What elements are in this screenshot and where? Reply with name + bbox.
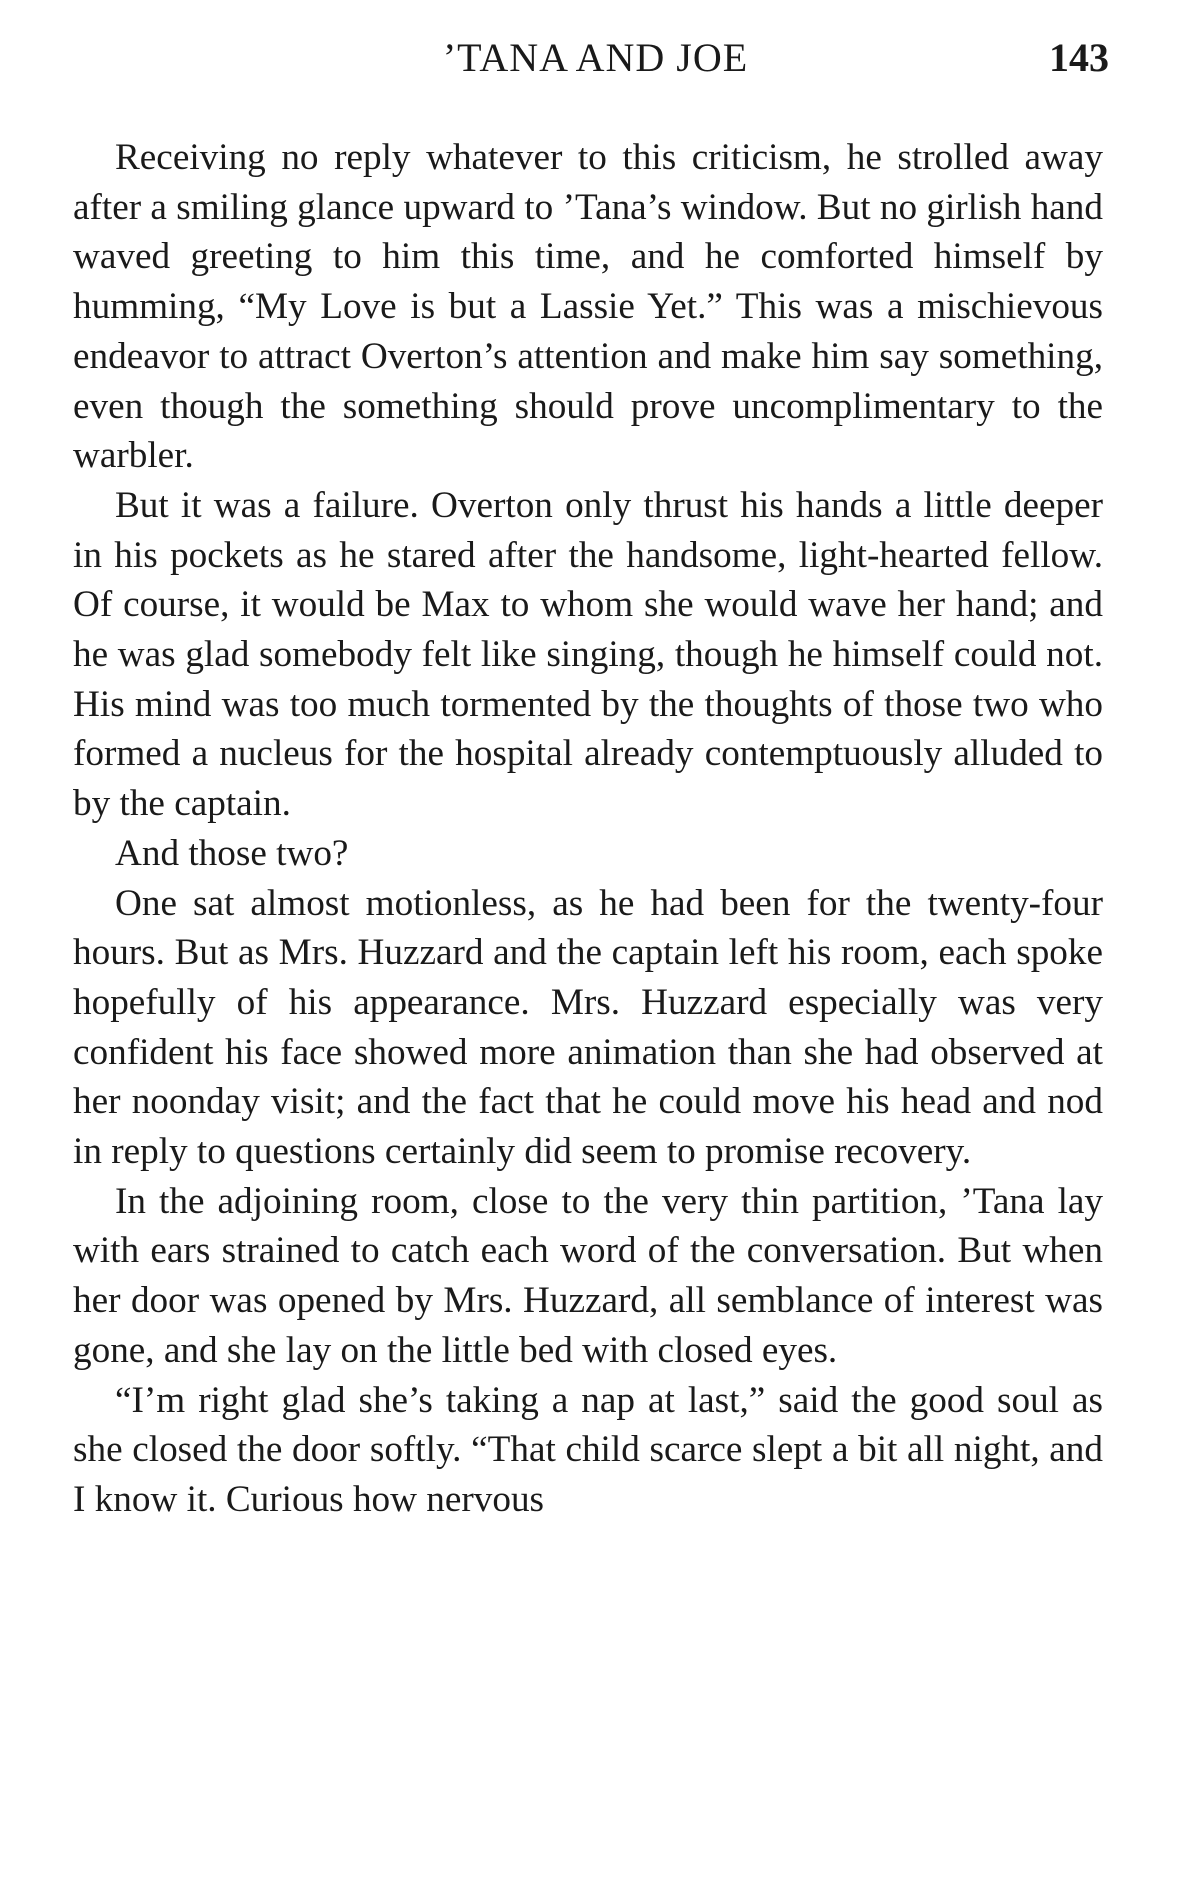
running-title: ’TANA AND JOE: [442, 35, 749, 80]
body-text: [73, 133, 1103, 1525]
page-number: 143: [1049, 35, 1109, 80]
paragraph: And those two?: [115, 832, 349, 874]
paragraph: But it was a failure. Overton only thrust his hands a little deeper in his pockets as he stared after the handsome, light-hearted fellow. Of course, it would be Max to whom she would wave her hand; and he was glad somebody felt like singing, though he himself could not. His mind was too much tormented by the thoughts of those two who formed a nucleus for the hospital already contemptuously alluded to by the captain.: [73, 484, 1103, 825]
paragraph: In the adjoining room, close to the very thin partition, ’Tana lay with ears strained to catch each word of the conversation. But when her door was opened by Mrs. Huzzard, all semblance of interest was gone, and she lay on the little bed with closed eyes.: [73, 1180, 1103, 1371]
running-head: [0, 30, 1191, 90]
paragraph: One sat almost motionless, as he had been for the twenty-four hours. But as Mrs. Huzzard and the captain left his room, each spoke hopefully of his appearance. Mrs. Huzzard especially was very confident his face showed more animation than she had observed at her noonday visit; and the fact that he could move his head and nod in reply to questions certainly did seem to promise recovery.: [73, 882, 1103, 1173]
paragraph: “I’m right glad she’s taking a nap at last,” said the good soul as she closed the door softly. “That child scarce slept a bit all night, and I know it. Curious how nervous: [73, 1379, 1103, 1520]
paragraph: Receiving no reply whatever to this criticism, he strolled away after a smiling glance upward to ’Tana’s window. But no girlish hand waved greeting to him this time, and he comforted himself by humming, “My Love is but a Lassie Yet.” This was a mischievous endeavor to attract Overton’s attention and make him say something, even though the something should prove uncomplimentary to the warbler.: [73, 137, 1103, 477]
